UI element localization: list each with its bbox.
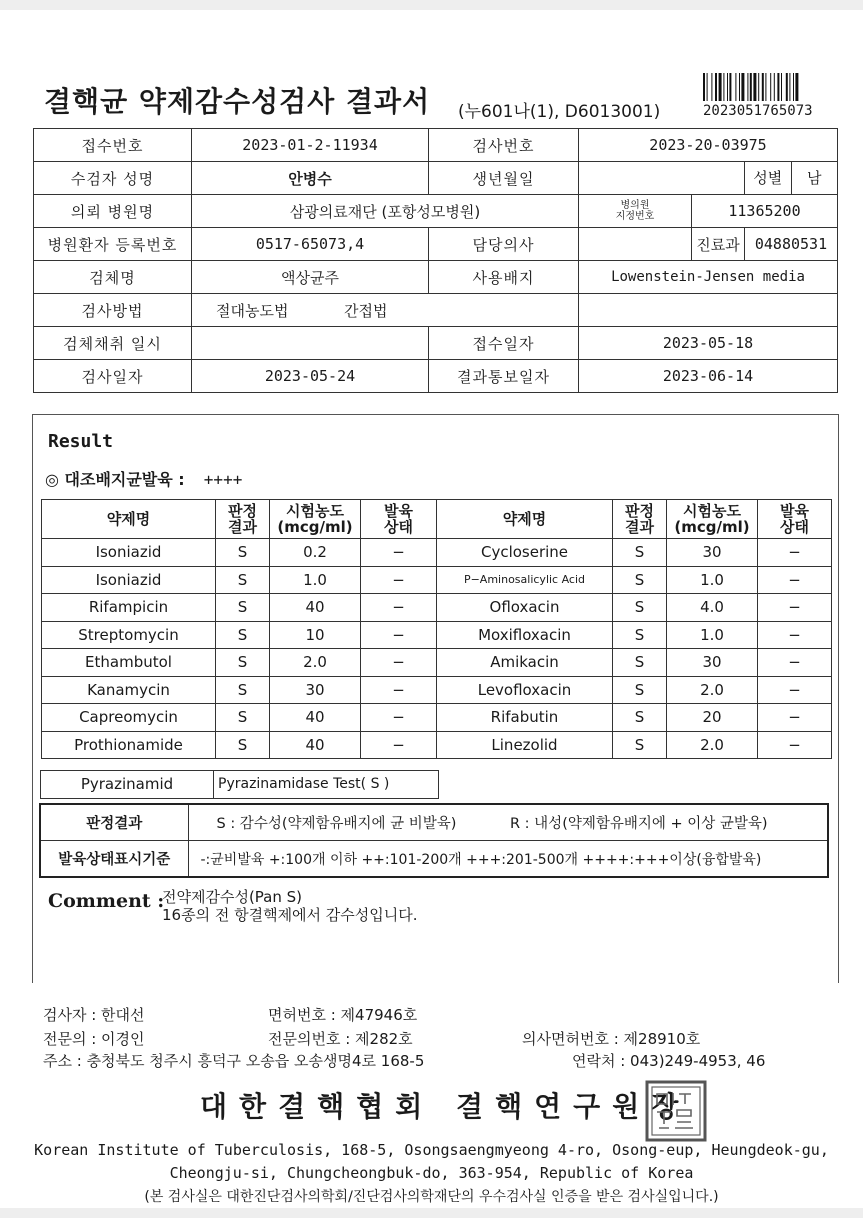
drug-name: Moxifloxacin [437, 621, 613, 649]
header-conc: 시험농도 (mcg/ml) [667, 500, 758, 539]
drug-growth: − [361, 731, 437, 759]
legend-row [40, 804, 828, 841]
drug-name: Cycloserine [437, 539, 613, 567]
drug-name: Ofloxacin [437, 594, 613, 622]
drug-judge: S [216, 704, 270, 732]
info-row [34, 327, 838, 360]
drug-judge: S [216, 566, 270, 594]
pyrazinamide-label: Pyrazinamid [41, 771, 214, 798]
drug-conc: 1.0 [270, 566, 361, 594]
license-number: 면허번호 : 제47946호 [268, 1006, 418, 1024]
received-label: 접수일자 [429, 327, 579, 360]
barcode-number: 2023051765073 [703, 103, 813, 119]
method-empty [579, 294, 838, 327]
hospital-name: 삼광의료재단 (포항성모병원) [192, 195, 579, 228]
test-no: 2023-20-03975 [579, 129, 838, 162]
hospital-label: 의뢰 병원명 [34, 195, 192, 228]
specialist: 전문의 : 이경인 [43, 1030, 145, 1048]
drug-conc: 40 [270, 731, 361, 759]
organization-name: 대한결핵협회 결핵연구원장 [200, 1090, 691, 1123]
pyrazinamide-row [40, 770, 439, 799]
drug-growth: − [758, 539, 832, 567]
document-title: 결핵균 약제감수성검사 결과서 [44, 85, 431, 118]
judge-legend-label: 판정결과 [40, 804, 188, 841]
specimen-label: 검체명 [34, 261, 192, 294]
info-row [34, 228, 838, 261]
drug-conc: 20 [667, 704, 758, 732]
hospital-code: 11365200 [692, 195, 838, 228]
header-growth: 발육 상태 [361, 500, 437, 539]
drug-growth: − [758, 649, 832, 677]
drug-growth: − [758, 676, 832, 704]
drug-growth: − [758, 594, 832, 622]
drug-name: Ethambutol [42, 649, 216, 677]
sex-label: 성별 [745, 162, 792, 194]
method-label: 검사방법 [34, 294, 192, 327]
comment-line-1: 전약제감수성(Pan S) [162, 888, 303, 906]
drug-row [42, 704, 832, 732]
drug-name: Levofloxacin [437, 676, 613, 704]
specimen-value: 액상균주 [192, 261, 429, 294]
drug-judge: S [216, 676, 270, 704]
receipt-no-label: 접수번호 [34, 129, 192, 162]
drug-growth: − [361, 594, 437, 622]
english-address-line-2: Cheongju-si, Chungcheongbuk-do, 363-954, Republic of Korea [169, 1164, 694, 1182]
patient-label: 수검자 성명 [34, 162, 192, 195]
drug-row [42, 594, 832, 622]
comment-text [162, 888, 418, 924]
drug-conc: 30 [667, 539, 758, 567]
drug-name: Isoniazid [42, 539, 216, 567]
drug-growth: − [361, 566, 437, 594]
drug-conc: 1.0 [667, 566, 758, 594]
comment-line-2: 16종의 전 항결핵제에서 감수성입니다. [162, 906, 418, 924]
drug-judge: S [613, 621, 667, 649]
header-drug: 약제명 [42, 500, 216, 539]
drug-judge: S [216, 621, 270, 649]
bottom-edge [0, 1208, 863, 1218]
dept-label: 진료과 [692, 228, 745, 261]
drug-judge: S [216, 539, 270, 567]
control-growth-label: ◎ 대조배지균발육 : [45, 470, 185, 489]
header-judge: 판정 결과 [613, 500, 667, 539]
info-row [34, 261, 838, 294]
receipt-no: 2023-01-2-11934 [192, 129, 429, 162]
doctor-label: 담당의사 [429, 228, 579, 261]
method-absolute: 절대농도법 [216, 301, 289, 320]
report-date: 2023-06-14 [579, 360, 838, 393]
drug-susceptibility-table [41, 499, 832, 759]
top-edge [0, 0, 863, 10]
medium-value: Lowenstein-Jensen media [579, 261, 838, 294]
drug-name: Isoniazid [42, 566, 216, 594]
dob-value [579, 162, 745, 195]
legend-table [39, 803, 829, 878]
judge-legend-r: R : 내성(약제함유배지에 + 이상 균발육) [498, 804, 828, 841]
drug-row [42, 621, 832, 649]
test-date-label: 검사일자 [34, 360, 192, 393]
drug-growth: − [361, 676, 437, 704]
lab-contact: 연락처 : 043)249-4953, 46 [572, 1052, 766, 1070]
drug-row [42, 731, 832, 759]
control-growth-value: ++++ [203, 470, 243, 489]
drug-conc: 2.0 [667, 731, 758, 759]
drug-row [42, 676, 832, 704]
english-address-line-1: Korean Institute of Tuberculosis, 168-5, Osongsaengmyeong 4-ro, Osong-eup, Heungdeok-gu, [34, 1141, 829, 1159]
drug-name: Rifampicin [42, 594, 216, 622]
legend-row [40, 841, 828, 878]
method-indirect: 간접법 [344, 301, 388, 320]
info-row [34, 195, 838, 228]
drug-name: Linezolid [437, 731, 613, 759]
drug-conc: 2.0 [667, 676, 758, 704]
drug-growth: − [758, 731, 832, 759]
drug-name: Amikacin [437, 649, 613, 677]
drug-judge: S [613, 649, 667, 677]
lab-address: 주소 : 충청북도 청주시 흥덕구 오송읍 오송생명4로 168-5 [43, 1052, 425, 1070]
growth-legend-text: -:균비발육 +:100개 이하 ++:101-200개 +++:201-500개 ++++:+++이상(융합발육) [188, 841, 828, 878]
drug-judge: S [613, 731, 667, 759]
drug-name: Kanamycin [42, 676, 216, 704]
document-code: (누601나(1), D6013001) [458, 102, 661, 122]
drug-growth: − [758, 704, 832, 732]
drug-name: Prothionamide [42, 731, 216, 759]
info-row [34, 360, 838, 393]
dob-label: 생년월일 [429, 162, 579, 195]
drug-judge: S [216, 731, 270, 759]
info-row [34, 294, 838, 327]
drug-name: Capreomycin [42, 704, 216, 732]
drug-conc: 4.0 [667, 594, 758, 622]
patient-info-table [33, 128, 838, 393]
drug-judge: S [613, 676, 667, 704]
received-date: 2023-05-18 [579, 327, 838, 360]
barcode-image [703, 73, 825, 101]
drug-name: Streptomycin [42, 621, 216, 649]
medium-label: 사용배지 [429, 261, 579, 294]
hospital-code-label: 병의원 지정번호 [579, 195, 692, 228]
examiner: 검사자 : 한대선 [43, 1006, 145, 1024]
drug-conc: 40 [270, 704, 361, 732]
drug-judge: S [613, 539, 667, 567]
patient-name: 안병수 [192, 162, 429, 195]
drug-name: Rifabutin [437, 704, 613, 732]
growth-legend-label: 발육상태표시기준 [40, 841, 188, 878]
header-drug: 약제명 [437, 500, 613, 539]
drug-growth: − [361, 704, 437, 732]
header-judge: 판정 결과 [216, 500, 270, 539]
specialist-number: 전문의번호 : 제282호 [268, 1030, 413, 1048]
drug-growth: − [758, 621, 832, 649]
header-growth: 발육 상태 [758, 500, 832, 539]
drug-row [42, 566, 832, 594]
drug-judge: S [613, 566, 667, 594]
collect-label: 검체채취 일시 [34, 327, 192, 360]
drug-conc: 40 [270, 594, 361, 622]
drug-conc: 30 [270, 676, 361, 704]
method-cell [192, 294, 579, 327]
drug-judge: S [613, 704, 667, 732]
drug-growth: − [758, 566, 832, 594]
drug-judge: S [613, 594, 667, 622]
drug-conc: 1.0 [667, 621, 758, 649]
drug-row [42, 539, 832, 567]
official-seal-stamp [645, 1080, 707, 1142]
header-conc: 시험농도 (mcg/ml) [270, 500, 361, 539]
comment-label: Comment : [48, 890, 165, 912]
drug-row [42, 649, 832, 677]
certification-note: (본 검사실은 대한진단검사의학회/진단검사의학재단의 우수검사실 인증을 받은 검사실입니다.) [144, 1189, 719, 1205]
doctor-value [579, 228, 692, 261]
collect-date [192, 327, 429, 360]
result-title: Result [48, 431, 114, 452]
info-row [34, 129, 838, 162]
reg-no: 0517-65073,4 [192, 228, 429, 261]
drug-growth: − [361, 649, 437, 677]
pyrazinamide-result: Pyrazinamidase Test( S ) [218, 776, 390, 792]
doctor-license-number: 의사면허번호 : 제28910호 [522, 1030, 701, 1048]
drug-conc: 10 [270, 621, 361, 649]
info-row [34, 162, 838, 195]
drug-conc: 0.2 [270, 539, 361, 567]
sex-value: 남 [807, 169, 822, 187]
drug-growth: − [361, 621, 437, 649]
drug-name: P−Aminosalicylic Acid [437, 566, 613, 594]
drug-conc: 30 [667, 649, 758, 677]
control-growth [45, 467, 242, 490]
table-header-row [42, 500, 832, 539]
drug-judge: S [216, 649, 270, 677]
dept-value: 04880531 [745, 228, 838, 261]
reg-no-label: 병원환자 등록번호 [34, 228, 192, 261]
test-no-label: 검사번호 [429, 129, 579, 162]
report-label: 결과통보일자 [429, 360, 579, 393]
drug-growth: − [361, 539, 437, 567]
sex-cell [745, 162, 838, 195]
drug-conc: 2.0 [270, 649, 361, 677]
drug-judge: S [216, 594, 270, 622]
judge-legend-s: S : 감수성(약제함유배지에 균 비발육) [188, 804, 498, 841]
test-date: 2023-05-24 [192, 360, 429, 393]
